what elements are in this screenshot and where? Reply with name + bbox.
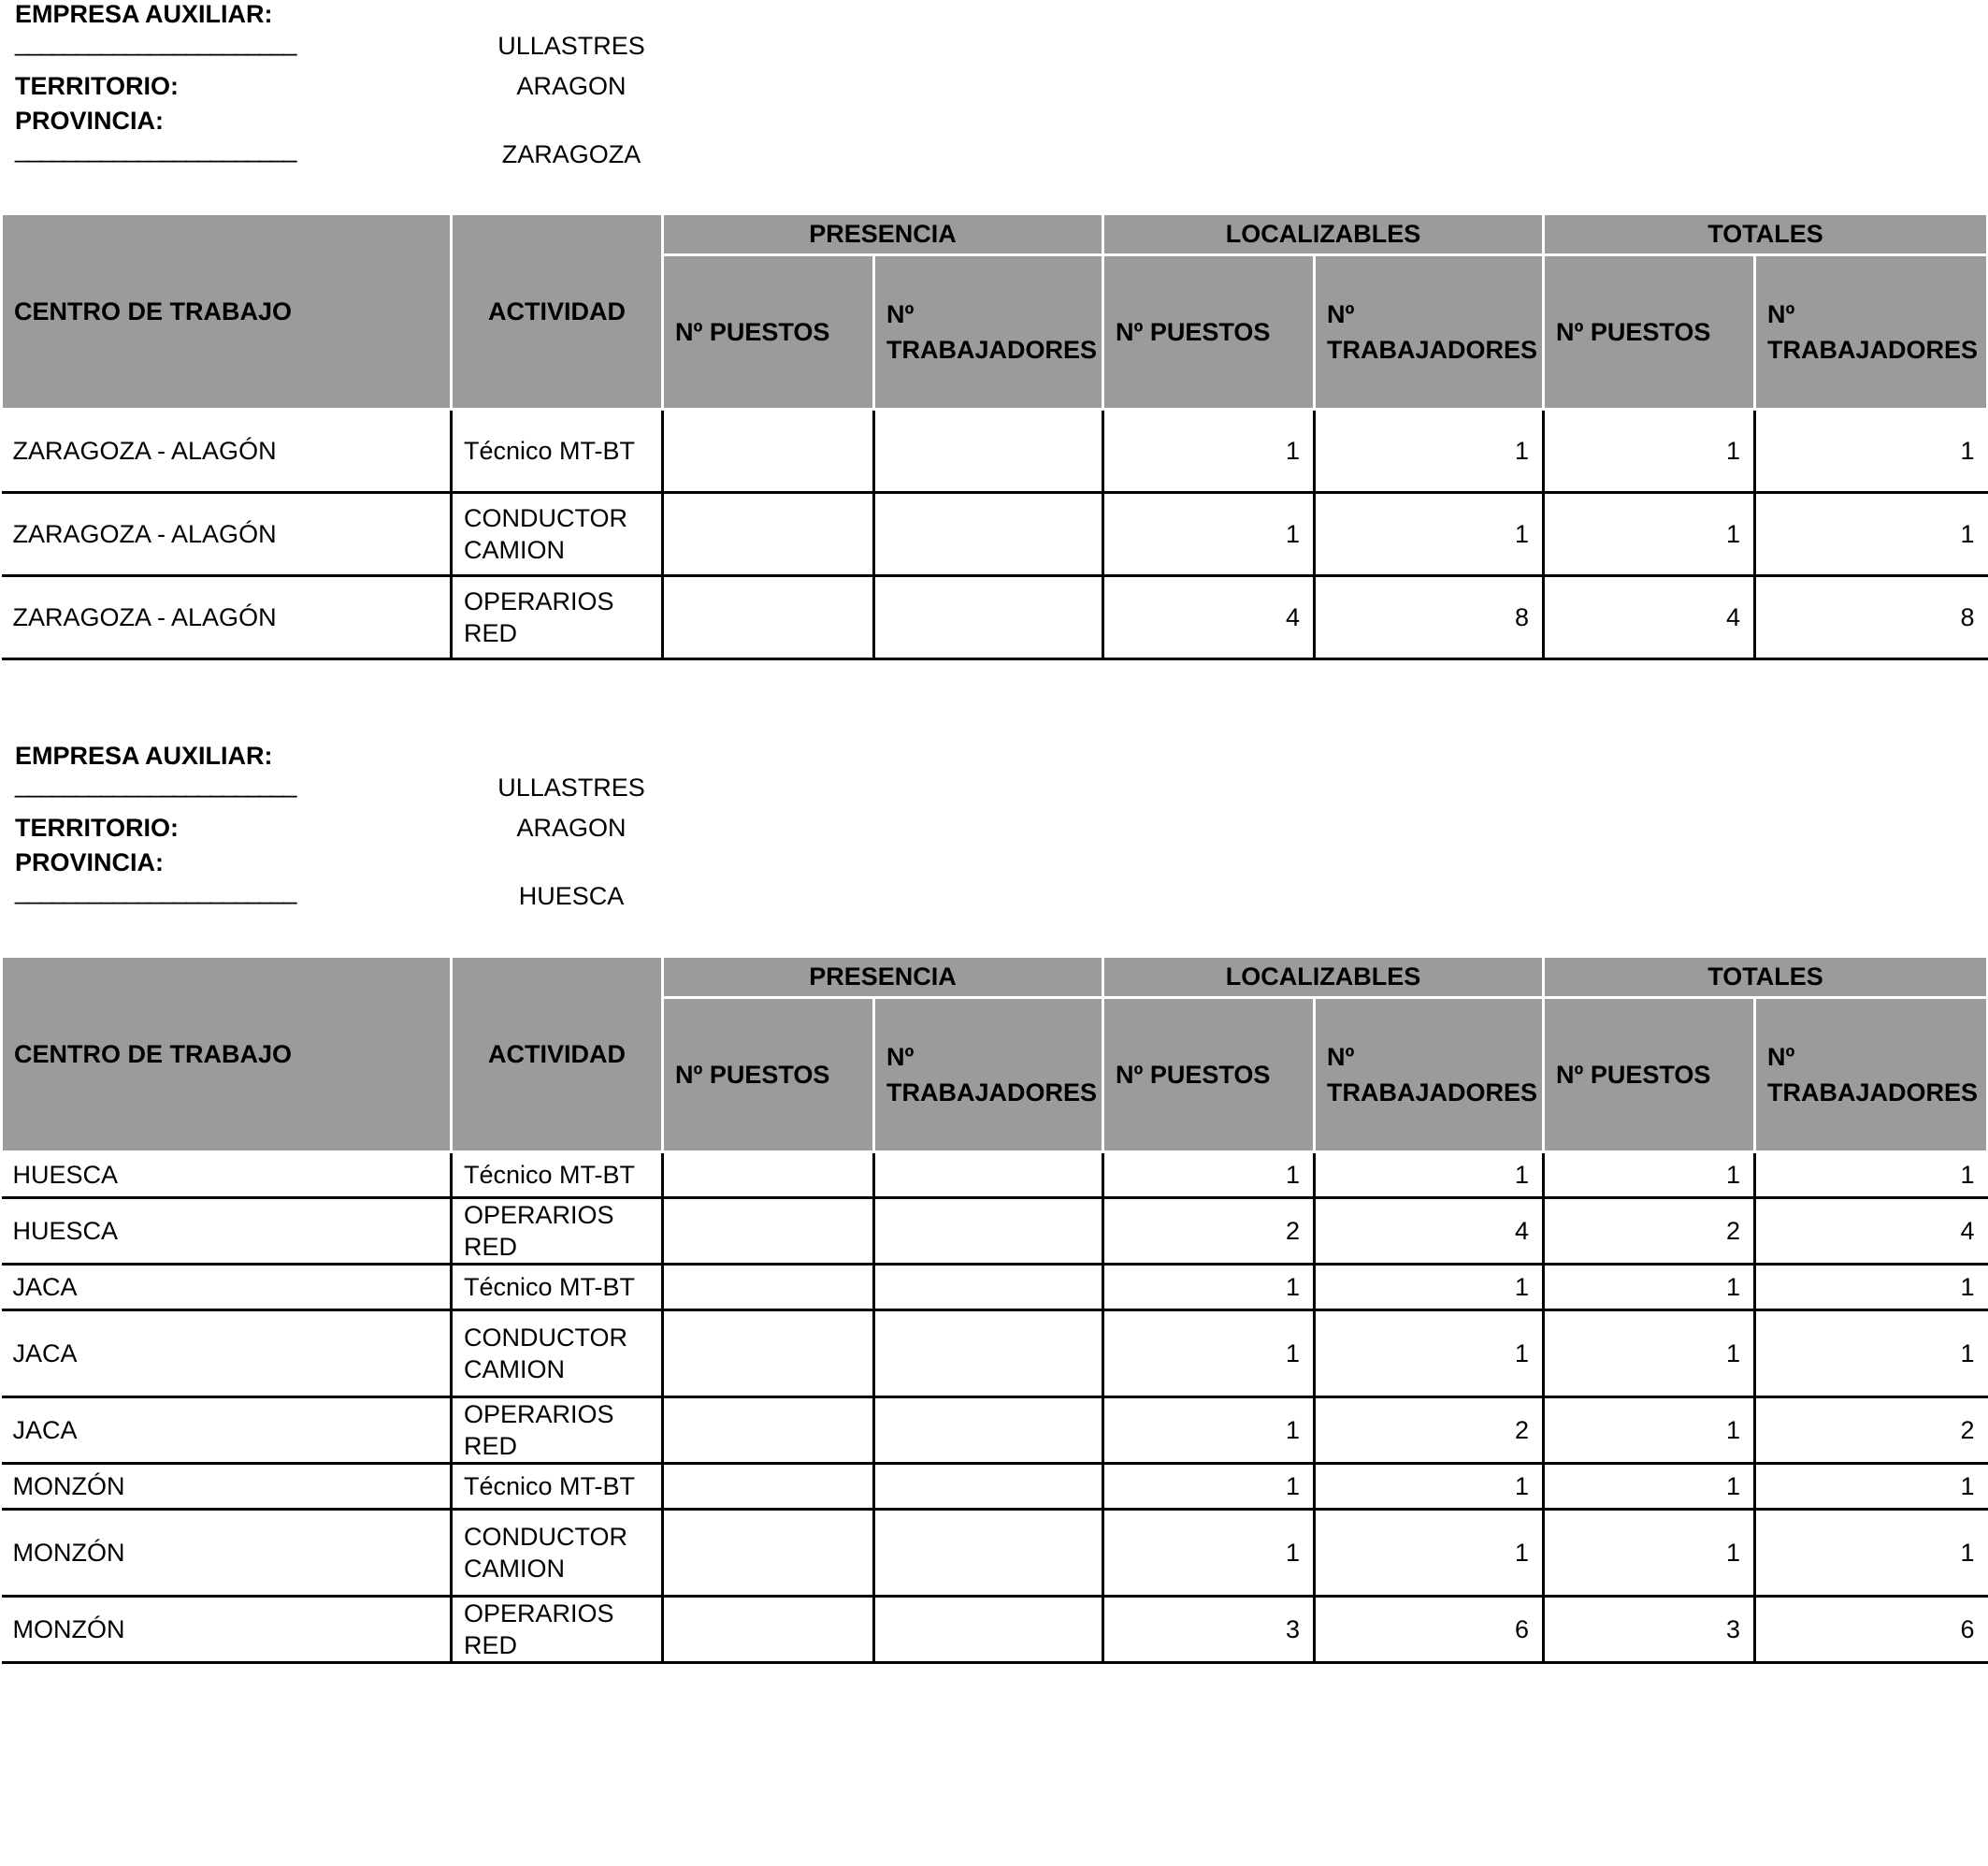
section-1-rows — [2, 410, 1988, 659]
pres-trab-cell — [874, 1310, 1103, 1397]
actividad-line: OPERARIOS RED — [464, 1599, 614, 1659]
table-row — [2, 1198, 1988, 1265]
header-loc-trabajadores: Nº TRABAJADORES — [1315, 998, 1544, 1152]
pres-puestos-cell — [663, 1152, 874, 1198]
actividad-line: Técnico MT-BT — [464, 1273, 636, 1301]
provincia-label: PROVINCIA: — [15, 848, 165, 876]
centro-cell: ZARAGOZA - ALAGÓN — [2, 576, 452, 659]
loc-puestos-cell: 1 — [1103, 1464, 1315, 1510]
table-row — [2, 1265, 1988, 1310]
loc-trab-cell: 1 — [1315, 1310, 1544, 1397]
loc-trab-cell: 1 — [1315, 1464, 1544, 1510]
actividad-line: Técnico MT-BT — [464, 1472, 636, 1500]
pres-trab-cell — [874, 493, 1103, 576]
tot-puestos-cell: 1 — [1544, 1265, 1755, 1310]
actividad-cell — [452, 1597, 663, 1663]
actividad-cell — [452, 1310, 663, 1397]
table-row — [2, 410, 1988, 493]
pres-trab-cell — [874, 576, 1103, 659]
header-actividad: ACTIVIDAD — [452, 214, 663, 410]
tot-trab-cell: 1 — [1755, 1310, 1988, 1397]
centro-cell: JACA — [2, 1265, 452, 1310]
header-localizables: LOCALIZABLES — [1103, 957, 1544, 998]
territorio-value: ARAGON — [516, 72, 627, 100]
territorio-label: TERRITORIO: — [15, 72, 179, 100]
header-centro: CENTRO DE TRABAJO — [2, 214, 452, 410]
pres-trab-cell — [874, 1265, 1103, 1310]
actividad-line: CAMION — [464, 536, 565, 564]
pres-trab-cell — [874, 1464, 1103, 1510]
loc-puestos-cell: 1 — [1103, 1397, 1315, 1464]
tot-trab-cell: 1 — [1755, 1510, 1988, 1597]
loc-puestos-cell: 1 — [1103, 1510, 1315, 1597]
actividad-line: OPERARIOS RED — [464, 1201, 614, 1261]
tot-trab-cell: 4 — [1755, 1198, 1988, 1265]
actividad-cell — [452, 410, 663, 493]
loc-puestos-cell: 3 — [1103, 1597, 1315, 1663]
pres-trab-cell — [874, 410, 1103, 493]
tot-puestos-cell: 3 — [1544, 1597, 1755, 1663]
header-tot-puestos: Nº PUESTOS — [1544, 255, 1755, 410]
section-2-rows — [2, 1152, 1988, 1663]
tot-trab-cell: 1 — [1755, 1265, 1988, 1310]
section-1-table — [0, 212, 1988, 660]
loc-trab-cell: 8 — [1315, 576, 1544, 659]
loc-trab-cell: 6 — [1315, 1597, 1544, 1663]
pres-puestos-cell — [663, 1510, 874, 1597]
actividad-line: CONDUCTOR — [464, 1523, 627, 1551]
loc-puestos-cell: 1 — [1103, 410, 1315, 493]
actividad-line: Técnico MT-BT — [464, 1161, 636, 1189]
loc-trab-cell: 1 — [1315, 1265, 1544, 1310]
actividad-cell — [452, 1397, 663, 1464]
loc-trab-cell: 1 — [1315, 410, 1544, 493]
empresa-label: EMPRESA AUXILIAR: — [15, 0, 273, 28]
tot-puestos-cell: 1 — [1544, 1397, 1755, 1464]
actividad-cell — [452, 1265, 663, 1310]
provincia-underline: _______________________ — [15, 135, 295, 163]
header-presencia: PRESENCIA — [663, 214, 1103, 255]
tot-puestos-cell: 1 — [1544, 1510, 1755, 1597]
tot-puestos-cell: 1 — [1544, 410, 1755, 493]
centro-cell: MONZÓN — [2, 1464, 452, 1510]
tot-puestos-cell: 1 — [1544, 1310, 1755, 1397]
actividad-cell — [452, 576, 663, 659]
provincia-value: ZARAGOZA — [501, 140, 641, 168]
tot-puestos-cell: 1 — [1544, 493, 1755, 576]
header-tot-trabajadores: Nº TRABAJADORES — [1755, 255, 1988, 410]
pres-puestos-cell — [663, 1198, 874, 1265]
loc-trab-cell: 1 — [1315, 493, 1544, 576]
provincia-label: PROVINCIA: — [15, 107, 165, 135]
loc-trab-cell: 1 — [1315, 1510, 1544, 1597]
section-2-table — [0, 955, 1988, 1664]
header-loc-trabajadores: Nº TRABAJADORES — [1315, 255, 1544, 410]
pres-trab-cell — [874, 1510, 1103, 1597]
tot-trab-cell: 1 — [1755, 493, 1988, 576]
table-row — [2, 1510, 1988, 1597]
loc-puestos-cell: 4 — [1103, 576, 1315, 659]
loc-puestos-cell: 1 — [1103, 1310, 1315, 1397]
actividad-cell — [452, 1464, 663, 1510]
actividad-line: CAMION — [464, 1355, 565, 1383]
actividad-line: CAMION — [464, 1555, 565, 1583]
tot-puestos-cell: 2 — [1544, 1198, 1755, 1265]
table-row — [2, 576, 1988, 659]
tot-trab-cell: 1 — [1755, 410, 1988, 493]
empresa-value: ULLASTRES — [497, 32, 645, 60]
header-tot-puestos: Nº PUESTOS — [1544, 998, 1755, 1152]
pres-trab-cell — [874, 1597, 1103, 1663]
tot-puestos-cell: 1 — [1544, 1464, 1755, 1510]
tot-trab-cell: 6 — [1755, 1597, 1988, 1663]
centro-cell: MONZÓN — [2, 1510, 452, 1597]
centro-cell: ZARAGOZA - ALAGÓN — [2, 410, 452, 493]
pres-puestos-cell — [663, 1397, 874, 1464]
centro-cell: ZARAGOZA - ALAGÓN — [2, 493, 452, 576]
table-row — [2, 1152, 1988, 1198]
empresa-underline: _______________________ — [15, 770, 295, 798]
header-totales: TOTALES — [1544, 214, 1988, 255]
loc-puestos-cell: 1 — [1103, 1265, 1315, 1310]
header-actividad: ACTIVIDAD — [452, 957, 663, 1152]
loc-trab-cell: 2 — [1315, 1397, 1544, 1464]
header-pres-trabajadores: Nº TRABAJADORES — [874, 998, 1103, 1152]
pres-puestos-cell — [663, 1597, 874, 1663]
table-row — [2, 1397, 1988, 1464]
header-pres-puestos: Nº PUESTOS — [663, 998, 874, 1152]
loc-trab-cell: 4 — [1315, 1198, 1544, 1265]
territorio-value: ARAGON — [516, 814, 627, 842]
pres-puestos-cell — [663, 576, 874, 659]
header-loc-puestos: Nº PUESTOS — [1103, 998, 1315, 1152]
header-pres-puestos: Nº PUESTOS — [663, 255, 874, 410]
actividad-line: Técnico MT-BT — [464, 437, 636, 465]
territorio-label: TERRITORIO: — [15, 814, 179, 842]
empresa-underline: _______________________ — [15, 28, 295, 56]
pres-puestos-cell — [663, 1265, 874, 1310]
header-loc-puestos: Nº PUESTOS — [1103, 255, 1315, 410]
pres-puestos-cell — [663, 1464, 874, 1510]
table-row — [2, 493, 1988, 576]
tot-trab-cell: 8 — [1755, 576, 1988, 659]
empresa-label: EMPRESA AUXILIAR: — [15, 742, 273, 770]
header-pres-trabajadores: Nº TRABAJADORES — [874, 255, 1103, 410]
loc-puestos-cell: 1 — [1103, 1152, 1315, 1198]
empresa-value: ULLASTRES — [497, 774, 645, 802]
tot-trab-cell: 1 — [1755, 1152, 1988, 1198]
pres-trab-cell — [874, 1198, 1103, 1265]
actividad-cell — [452, 493, 663, 576]
pres-puestos-cell — [663, 410, 874, 493]
tot-trab-cell: 2 — [1755, 1397, 1988, 1464]
pres-trab-cell — [874, 1152, 1103, 1198]
table-row — [2, 1464, 1988, 1510]
tot-puestos-cell: 1 — [1544, 1152, 1755, 1198]
actividad-line: CONDUCTOR — [464, 504, 627, 532]
loc-puestos-cell: 2 — [1103, 1198, 1315, 1265]
loc-trab-cell: 1 — [1315, 1152, 1544, 1198]
header-presencia: PRESENCIA — [663, 957, 1103, 998]
table-row — [2, 1310, 1988, 1397]
actividad-line: OPERARIOS RED — [464, 1400, 614, 1460]
pres-trab-cell — [874, 1397, 1103, 1464]
header-totales: TOTALES — [1544, 957, 1988, 998]
centro-cell: HUESCA — [2, 1198, 452, 1265]
pres-puestos-cell — [663, 493, 874, 576]
loc-puestos-cell: 1 — [1103, 493, 1315, 576]
actividad-line: OPERARIOS RED — [464, 587, 614, 647]
centro-cell: MONZÓN — [2, 1597, 452, 1663]
actividad-cell — [452, 1152, 663, 1198]
tot-trab-cell: 1 — [1755, 1464, 1988, 1510]
actividad-cell — [452, 1510, 663, 1597]
tot-puestos-cell: 4 — [1544, 576, 1755, 659]
header-localizables: LOCALIZABLES — [1103, 214, 1544, 255]
table-row — [2, 1597, 1988, 1663]
header-tot-trabajadores: Nº TRABAJADORES — [1755, 998, 1988, 1152]
header-centro: CENTRO DE TRABAJO — [2, 957, 452, 1152]
centro-cell: JACA — [2, 1310, 452, 1397]
provincia-underline: _______________________ — [15, 876, 295, 904]
provincia-value: HUESCA — [518, 882, 625, 910]
pres-puestos-cell — [663, 1310, 874, 1397]
actividad-line: CONDUCTOR — [464, 1324, 627, 1352]
centro-cell: HUESCA — [2, 1152, 452, 1198]
centro-cell: JACA — [2, 1397, 452, 1464]
actividad-cell — [452, 1198, 663, 1265]
